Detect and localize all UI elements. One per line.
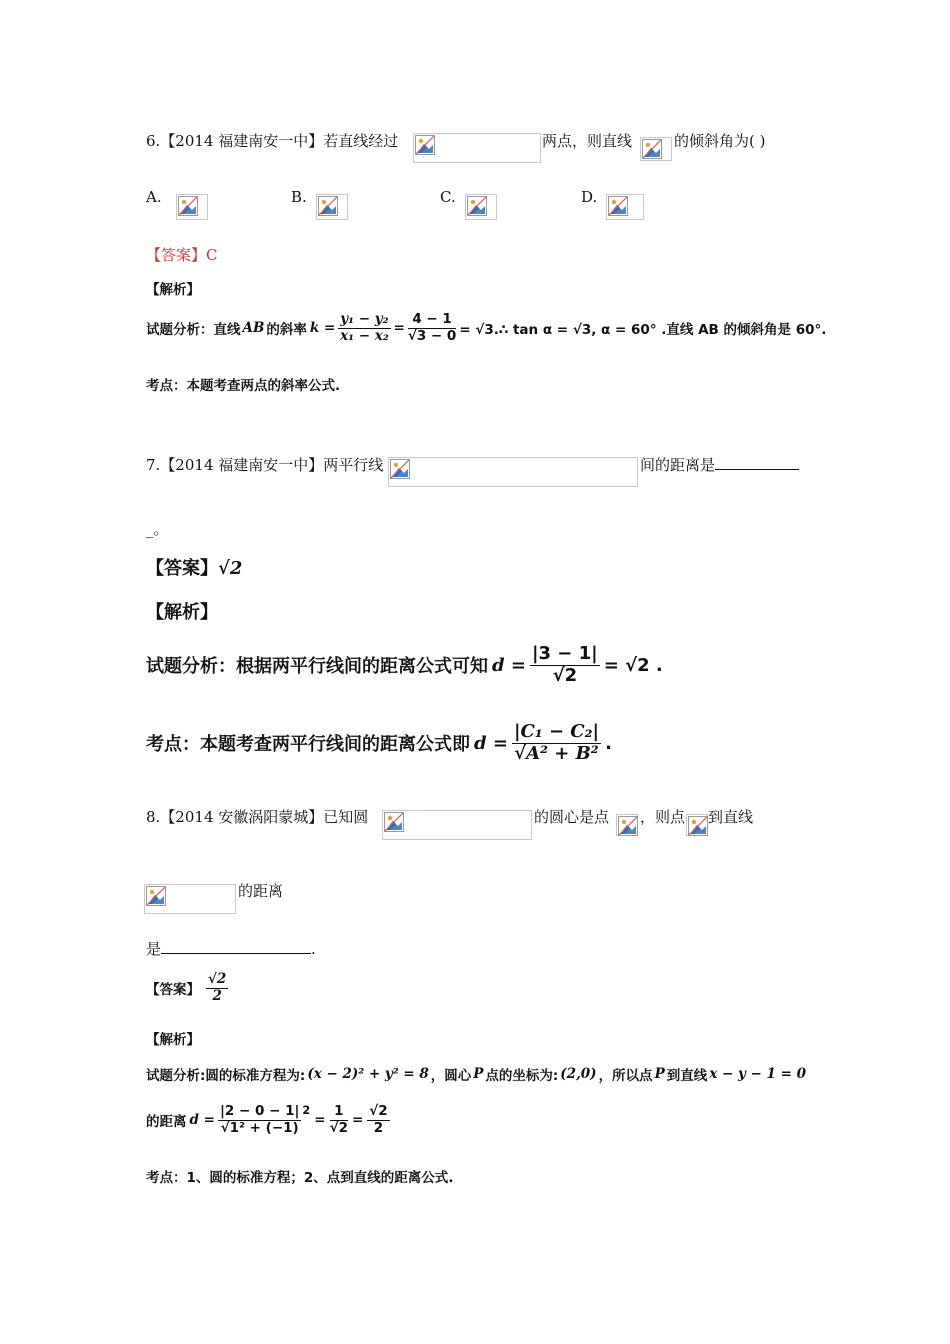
q8-stem-line3-prefix: 是 [146, 940, 162, 958]
broken-image-icon [608, 196, 628, 216]
q6-option-a-label: A. [146, 188, 162, 206]
q8-answer-label: 【答案】 [146, 982, 200, 999]
q7-stem-prefix: 7.【2014 福建南安一中】两平行线 [146, 456, 384, 474]
q8-stem-prefix: 8.【2014 安徽涡阳蒙城】已知圆 [146, 808, 369, 826]
q6-stem-prefix: 6.【2014 福建南安一中】若直线经过 [146, 132, 399, 150]
q7-kaodian-frac [512, 722, 601, 764]
q6-analysis-slope-text: 的斜率 [266, 322, 307, 339]
q8-analysis-frac2 [330, 1104, 348, 1136]
q6-kaodian: 考点：本题考查两点的斜率公式. [146, 378, 341, 394]
q7-kaodian-num: |C₁ − C₂| [513, 721, 600, 742]
q7-kaodian-line [146, 722, 612, 764]
q8-answer-blank [161, 953, 311, 954]
q7-analysis-num: |3 − 1| [531, 643, 598, 664]
q6-frac-values-num: 4 − 1 [408, 312, 457, 329]
q6-answer-label: 【答案】 [146, 246, 207, 264]
q8-analysis-num: |2 − 0 − 1| [219, 1103, 300, 1119]
q8-point-image [616, 814, 638, 836]
q6-stem-suffix: 的倾斜角为( ) [674, 132, 766, 150]
q7-answer-label: 【答案】 [146, 558, 218, 579]
q7-analysis-label: 【解析】 [146, 602, 218, 623]
broken-image-icon [467, 196, 487, 216]
q6-frac-slope-den: x₁ − x₂ [340, 327, 389, 344]
q8-analysis-frac3 [367, 1104, 389, 1136]
q8-analysis-coord: (2,0) [560, 1066, 597, 1082]
q8-stem-mid3: 到直线 [708, 808, 754, 826]
q7-answer [146, 554, 242, 580]
q8-circle-image [382, 810, 532, 840]
q7-analysis-result: = √2 . [603, 654, 663, 676]
broken-image-icon [318, 196, 338, 216]
q6-answer [146, 244, 218, 265]
broken-image-icon [146, 886, 166, 906]
broken-image-icon [178, 196, 198, 216]
q7-stem-suffix-wrap [640, 454, 799, 475]
q8-analysis-d: ，所以点 [598, 1068, 653, 1084]
q6-analysis-label: 【解析】 [146, 282, 200, 298]
q7-answer-blank [715, 469, 799, 470]
q8-analysis-e: 到直线 [666, 1068, 708, 1084]
q8-analysis-frac3-num: √2 [369, 1103, 388, 1119]
q6-option-a-image [176, 194, 208, 220]
q7-analysis-text: 试题分析：根据两平行线间的距离公式可知 [146, 656, 488, 678]
q6-stem-mid: 两点，则直线 [542, 132, 633, 150]
q7-kaodian-den: √A² + B² [514, 742, 599, 764]
q6-option-d-label: D. [581, 188, 598, 206]
broken-image-icon [618, 816, 638, 836]
q7-stem-tail: _。 [146, 520, 169, 538]
broken-image-icon [688, 816, 708, 836]
q7-kaodian-d: d = [474, 732, 508, 754]
q8-kaodian: 考点：1、圆的标准方程；2、点到直线的距离公式. [146, 1170, 454, 1186]
q8-analysis-label: 【解析】 [146, 1032, 200, 1048]
q8-analysis-line1 [146, 1064, 806, 1084]
q7-analysis-d: d = [492, 654, 526, 676]
q6-option-d-image [606, 194, 644, 220]
q8-analysis-c: 点的坐标为: [485, 1068, 559, 1084]
q7-kaodian-text: 考点：本题考查两平行线间的距离公式即 [146, 734, 470, 756]
q8-analysis-p1: P [473, 1066, 484, 1082]
q6-option-b-image [316, 194, 348, 220]
q8-answer [146, 972, 228, 1004]
q6-points-image [413, 133, 541, 163]
q6-line-image [640, 137, 672, 161]
q6-frac-values-den: √3 − 0 [407, 327, 457, 344]
q8-line-image [144, 884, 236, 914]
q8-answer-num: √2 [208, 971, 227, 987]
q6-analysis-ab: AB [242, 320, 265, 337]
q8-analysis-eq1: (x − 2)² + y² = 8 [307, 1066, 429, 1082]
q7-analysis-frac [530, 644, 600, 686]
broken-image-icon [642, 139, 662, 159]
q8-stem-mid2: ，则点 [640, 808, 686, 826]
q7-stem-suffix: 间的距离是 [640, 456, 716, 474]
q7-analysis-den: √2 [552, 664, 578, 686]
q6-analysis-result: = √3.∴ tan α = √3, α = 60° .直线 AB 的倾斜角是 60°. [459, 322, 827, 339]
q6-analysis-prefix: 试题分析：直线 [146, 322, 241, 339]
q8-analysis-line2-a: 的距离 [146, 1114, 187, 1131]
q8-point-image-2 [686, 814, 708, 836]
q8-analysis-frac2-num: 1 [330, 1104, 348, 1121]
q6-analysis-line: 试题分析：直线 AB 的斜率 k = $\frac{\text{y₁ − y₂}}{\text{x₁ − x₂}}$ = $\frac{4 - 1}{√3 - 0}$ = √3.∴ tan α = √3, α = 60° .直线 AB 的倾斜角是 60°. [146, 311, 827, 344]
broken-image-icon [384, 812, 404, 832]
q8-analysis-d-var: d = [189, 1112, 215, 1129]
q8-analysis-b: ，圆心 [430, 1068, 472, 1084]
q6-option-c-image [465, 194, 497, 220]
q8-analysis-line-eq: x − y − 1 = 0 [709, 1066, 807, 1082]
q8-stem-mid1: 的圆心是点 [534, 808, 610, 826]
q8-analysis-a: 试题分析:圆的标准方程为: [146, 1068, 306, 1084]
broken-image-icon [415, 135, 435, 155]
q6-answer-value: C [206, 246, 218, 264]
q7-kaodian-end: . [605, 732, 612, 754]
q6-frac-slope-num: y₁ − y₂ [340, 311, 389, 327]
broken-image-icon [390, 459, 410, 479]
q7-lines-image [388, 457, 638, 487]
q8-analysis-sup: 2 [302, 1104, 311, 1117]
q6-option-c-label: C. [440, 188, 456, 206]
q8-analysis-p2: P [654, 1066, 665, 1082]
q7-answer-value: √2 [218, 558, 243, 579]
q6-frac-values [408, 312, 457, 344]
q8-analysis-frac [218, 1104, 301, 1136]
q7-analysis-line [146, 644, 663, 686]
q8-analysis-den: √1² + (−1) [220, 1119, 299, 1136]
q6-analysis-k: k = [309, 320, 336, 337]
q6-option-b-label: B. [291, 188, 307, 206]
q8-analysis-frac2-den: √2 [329, 1119, 348, 1136]
q8-answer-den: 2 [212, 987, 222, 1004]
q6-frac-slope [338, 312, 390, 344]
q8-analysis-line2: 的距离 d = $\frac{|2 - 0 - 1|}{\text{√1² + (−1)}}$ $^2$ = $\frac{1}{√2}$ = $\frac{√2}{2}$ [146, 1103, 388, 1136]
q8-stem-line2: 的距离 [238, 882, 284, 900]
q8-answer-frac [206, 972, 228, 1004]
q8-stem-line3-end: . [311, 940, 316, 958]
q8-stem-line3 [146, 938, 316, 959]
q8-analysis-frac3-den: 2 [373, 1119, 384, 1136]
